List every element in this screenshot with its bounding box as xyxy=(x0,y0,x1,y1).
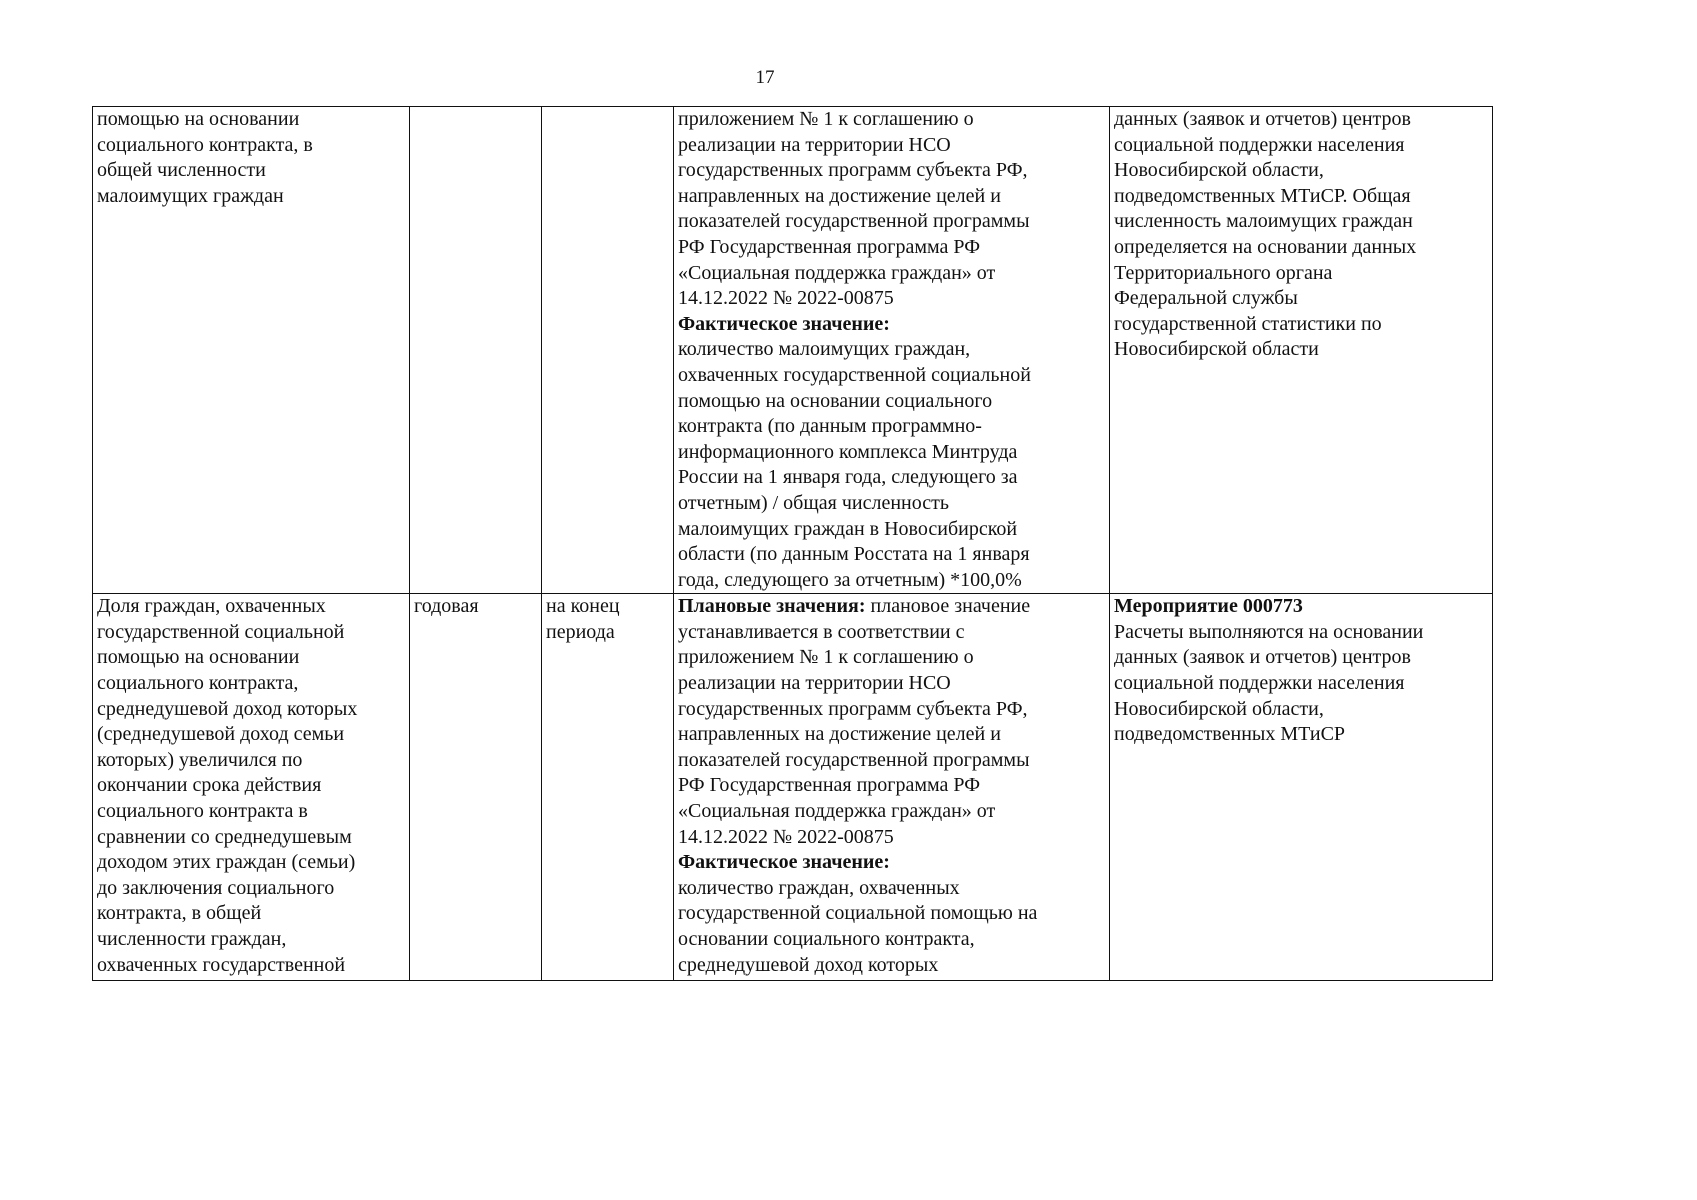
indicators-table xyxy=(92,106,1493,981)
plan-label: Плановые значения: xyxy=(678,595,866,618)
plan-line: направленных на достижение целей и xyxy=(678,184,1001,207)
plan-line: реализации на территории НСО xyxy=(678,133,951,156)
plan-line: показателей государственной программы xyxy=(678,210,1030,233)
indicator-line: общей численности xyxy=(97,159,266,182)
indicator-line: социального контракта в xyxy=(97,800,308,823)
source-line: Новосибирской области, xyxy=(1114,159,1324,182)
fact-line: года, следующего за отчетным) *100,0% xyxy=(678,568,1022,591)
fact-line: основании социального контракта, xyxy=(678,928,975,950)
source-line: Расчеты выполняются на основании xyxy=(1114,620,1424,643)
source-line: Новосибирской области xyxy=(1114,338,1319,361)
period-cell xyxy=(542,107,674,594)
indicator-line: окончании срока действия xyxy=(97,774,322,797)
periodicity-text: годовая xyxy=(414,595,479,618)
fact-line: среднедушевой доход которых xyxy=(678,953,939,976)
plan-line: государственных программ субъекта РФ, xyxy=(678,697,1028,720)
fact-line: охваченных государственной социальной xyxy=(678,363,1031,386)
periodicity-cell xyxy=(410,107,542,594)
indicator-line: Доля граждан, охваченных xyxy=(97,595,326,618)
indicator-name-cell xyxy=(93,594,410,981)
source-line: государственной статистики по xyxy=(1114,312,1382,335)
indicator-line: до заключения социального xyxy=(97,876,335,899)
fact-line: помощью на основании социального xyxy=(678,389,993,412)
plan-line: направленных на достижение целей и xyxy=(678,723,1001,746)
plan-line: показателей государственной программы xyxy=(678,748,1030,771)
fact-line: количество малоимущих граждан, xyxy=(678,338,971,361)
source-line: численность малоимущих граждан xyxy=(1114,210,1413,233)
plan-line: приложением № 1 к соглашению о xyxy=(678,108,974,130)
plan-line: устанавливается в соответствии с xyxy=(678,620,965,643)
fact-line: количество граждан, охваченных xyxy=(678,876,960,899)
page-number: 17 xyxy=(755,67,775,88)
source-line: подведомственных МТиСР. Общая xyxy=(1114,184,1411,207)
plan-line: приложением № 1 к соглашению о xyxy=(678,646,974,669)
source-line: подведомственных МТиСР xyxy=(1114,723,1346,746)
period-cell xyxy=(542,594,674,981)
indicator-line: контракта, в общей xyxy=(97,902,262,925)
indicator-line: помощью на основании xyxy=(97,108,300,130)
indicator-line: охваченных государственной xyxy=(97,953,346,976)
source-line: социальной поддержки населения xyxy=(1114,672,1405,695)
source-line: данных (заявок и отчетов) центров xyxy=(1114,646,1411,669)
periodicity-cell xyxy=(410,594,542,981)
indicator-line: помощью на основании xyxy=(97,646,300,669)
plan-line: 14.12.2022 № 2022-00875 xyxy=(678,825,894,848)
period-line: периода xyxy=(546,620,615,643)
plan-line: государственных программ субъекта РФ, xyxy=(678,159,1028,182)
plan-line: «Социальная поддержка граждан» от xyxy=(678,261,996,284)
fact-label: Фактическое значение: xyxy=(678,312,890,335)
plan-line: РФ Государственная программа РФ xyxy=(678,774,981,797)
fact-line: малоимущих граждан в Новосибирской xyxy=(678,517,1018,540)
indicator-line: среднедушевой доход которых xyxy=(97,697,358,720)
indicator-line: малоимущих граждан xyxy=(97,184,284,207)
indicator-line: государственной социальной xyxy=(97,620,345,643)
indicator-line: социального контракта, в xyxy=(97,133,313,156)
indicator-line: социального контракта, xyxy=(97,672,299,695)
source-line: данных (заявок и отчетов) центров xyxy=(1114,108,1411,130)
table-row xyxy=(93,594,1493,981)
plan-line: «Социальная поддержка граждан» от xyxy=(678,800,996,823)
indicator-line: сравнении со среднедушевым xyxy=(97,825,352,848)
event-label: Мероприятие 000773 xyxy=(1114,595,1303,618)
indicator-line: которых) увеличился по xyxy=(97,748,303,771)
source-line: Территориального органа xyxy=(1114,261,1333,284)
plan-line: 14.12.2022 № 2022-00875 xyxy=(678,287,894,310)
plan-line: РФ Государственная программа РФ xyxy=(678,235,981,258)
source-cell xyxy=(1110,107,1493,594)
plan-heading-line xyxy=(678,594,1105,620)
source-line: определяется на основании данных xyxy=(1114,235,1417,258)
source-cell xyxy=(1110,594,1493,981)
source-line: Федеральной службы xyxy=(1114,287,1298,310)
indicator-name-cell xyxy=(93,107,410,594)
fact-label: Фактическое значение: xyxy=(678,851,890,874)
fact-line: контракта (по данным программно- xyxy=(678,415,982,438)
fact-line: области (по данным Росстата на 1 января xyxy=(678,543,1030,566)
indicator-line: численности граждан, xyxy=(97,928,287,950)
indicator-line: доходом этих граждан (семьи) xyxy=(97,851,356,874)
method-cell xyxy=(674,107,1110,594)
plan-line: реализации на территории НСО xyxy=(678,672,951,695)
fact-line: информационного комплекса Минтруда xyxy=(678,440,1018,463)
fact-line: отчетным) / общая численность xyxy=(678,491,949,514)
plan-label-tail: плановое значение xyxy=(865,595,1031,618)
source-line: Новосибирской области, xyxy=(1114,697,1324,720)
method-cell xyxy=(674,594,1110,981)
fact-line: государственной социальной помощью на xyxy=(678,902,1038,925)
table-row xyxy=(93,107,1493,594)
indicator-line: (среднедушевой доход семьи xyxy=(97,723,345,746)
fact-line: России на 1 января года, следующего за xyxy=(678,466,1018,489)
period-line: на конец xyxy=(546,595,620,618)
source-line: социальной поддержки населения xyxy=(1114,133,1405,156)
